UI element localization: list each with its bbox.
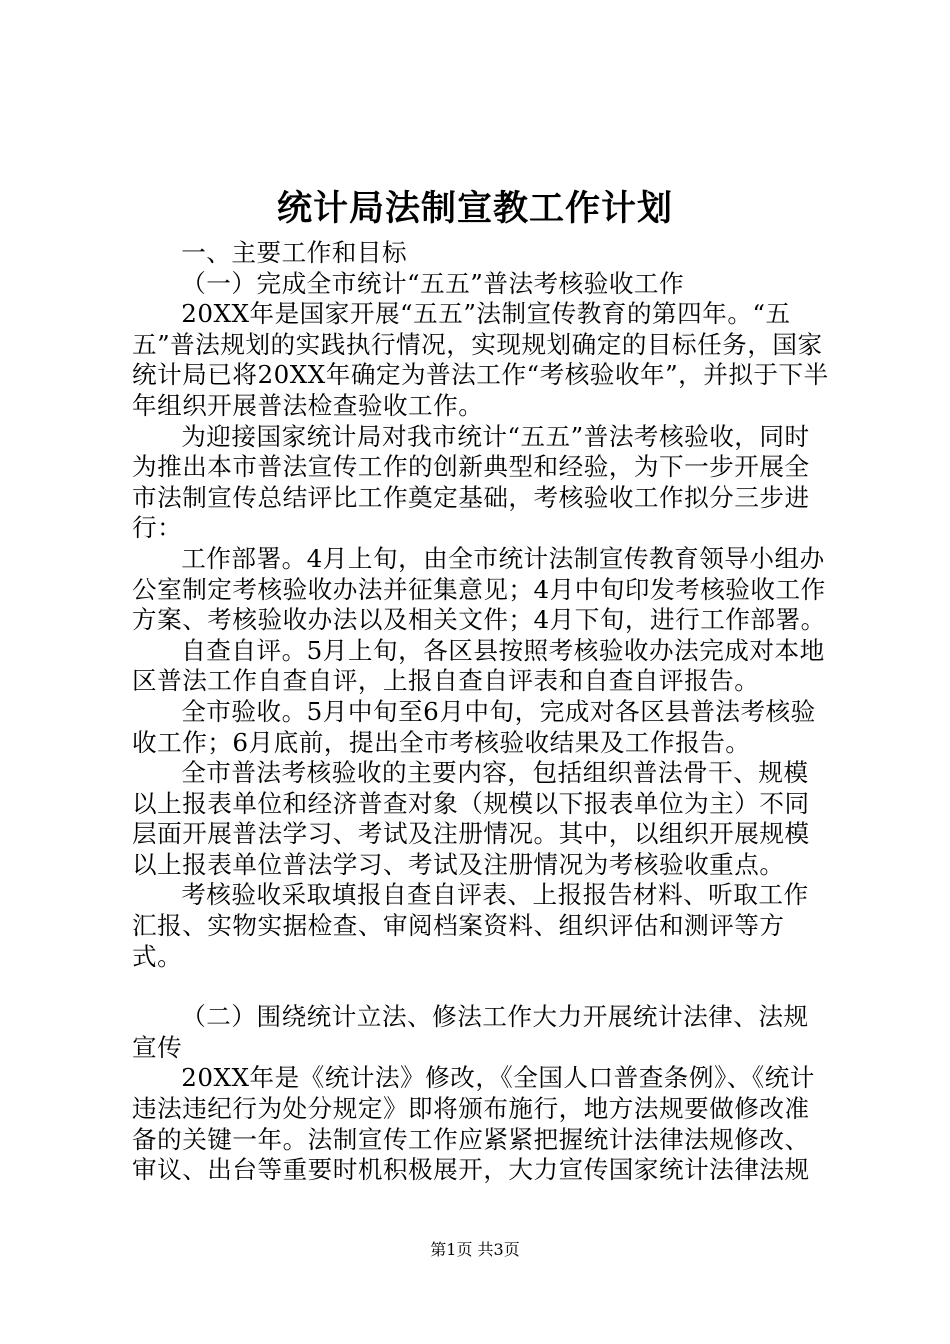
body-paragraph: 全市验收。5月中旬至6月中旬，完成对各区县普法考核验收工作；6月底前，提出全市考核验收结果及工作报告。 xyxy=(132,696,816,757)
body-paragraph: 20XX年是《统计法》修改，《全国人口普查条例》、《统计违法违纪行为处分规定》即将颁布施行，地方法规要做修改准备的关键一年。法制宣传工作应紧紧把握统计法律法规修改、审议、出台等重要时机积极展开，大力宣传国家统计法律法规 xyxy=(132,1063,815,1185)
subsection-heading-2: （二）围绕统计立法、修法工作大力开展统计法律、法规宣传 xyxy=(132,1002,809,1062)
document-title: 统计局法制宣教工作计划 xyxy=(276,188,673,229)
body-paragraph: 自查自评。5月上旬，各区县按照考核验收办法完成对本地区普法工作自查自评，上报自查自评表和自查自评报告。 xyxy=(132,635,825,696)
body-paragraph: 考核验收采取填报自查自评表、上报报告材料、听取工作汇报、实物实据检查、审阅档案资料、组织评估和测评等方式。 xyxy=(132,880,809,971)
subsection-heading-1: （一）完成全市统计“五五”普法考核验收工作 xyxy=(181,268,685,298)
body-paragraph: 工作部署。4月上旬，由全市统计法制宣传教育领导小组办公室制定考核验收办法并征集意见；4月中旬印发考核验收工作方案、考核验收办法以及相关文件；4月下旬，进行工作部署。 xyxy=(132,543,826,635)
page-number-footer: 第1页 共3页 xyxy=(430,1240,520,1259)
body-paragraph: 全市普法考核验收的主要内容，包括组织普法骨干、规模以上报表单位和经济普查对象（规模以下报表单位为主）不同层面开展普法学习、考试及注册情况。其中，以组织开展规模以上报表单位普法学习、考试及注册情况为考核验收重点。 xyxy=(132,758,810,879)
body-paragraph: 为迎接国家统计局对我市统计“五五”普法考核验收，同时为推出本市普法宣传工作的创新典型和经验，为下一步开展全市法制宣传总结评比工作奠定基础，考核验收工作拟分三步进行： xyxy=(132,421,810,543)
section-heading-main-work: 一、主要工作和目标 xyxy=(181,238,408,267)
body-paragraph: 20XX年是国家开展“五五”法制宣传教育的第四年。“五五”普法规划的实践执行情况，实现规划确定的目标任务，国家统计局已将20XX年确定为普法工作“考核验收年”，并拟于下半年组织开展普法检查验收工作。 xyxy=(132,299,829,420)
document-body xyxy=(132,238,832,1186)
